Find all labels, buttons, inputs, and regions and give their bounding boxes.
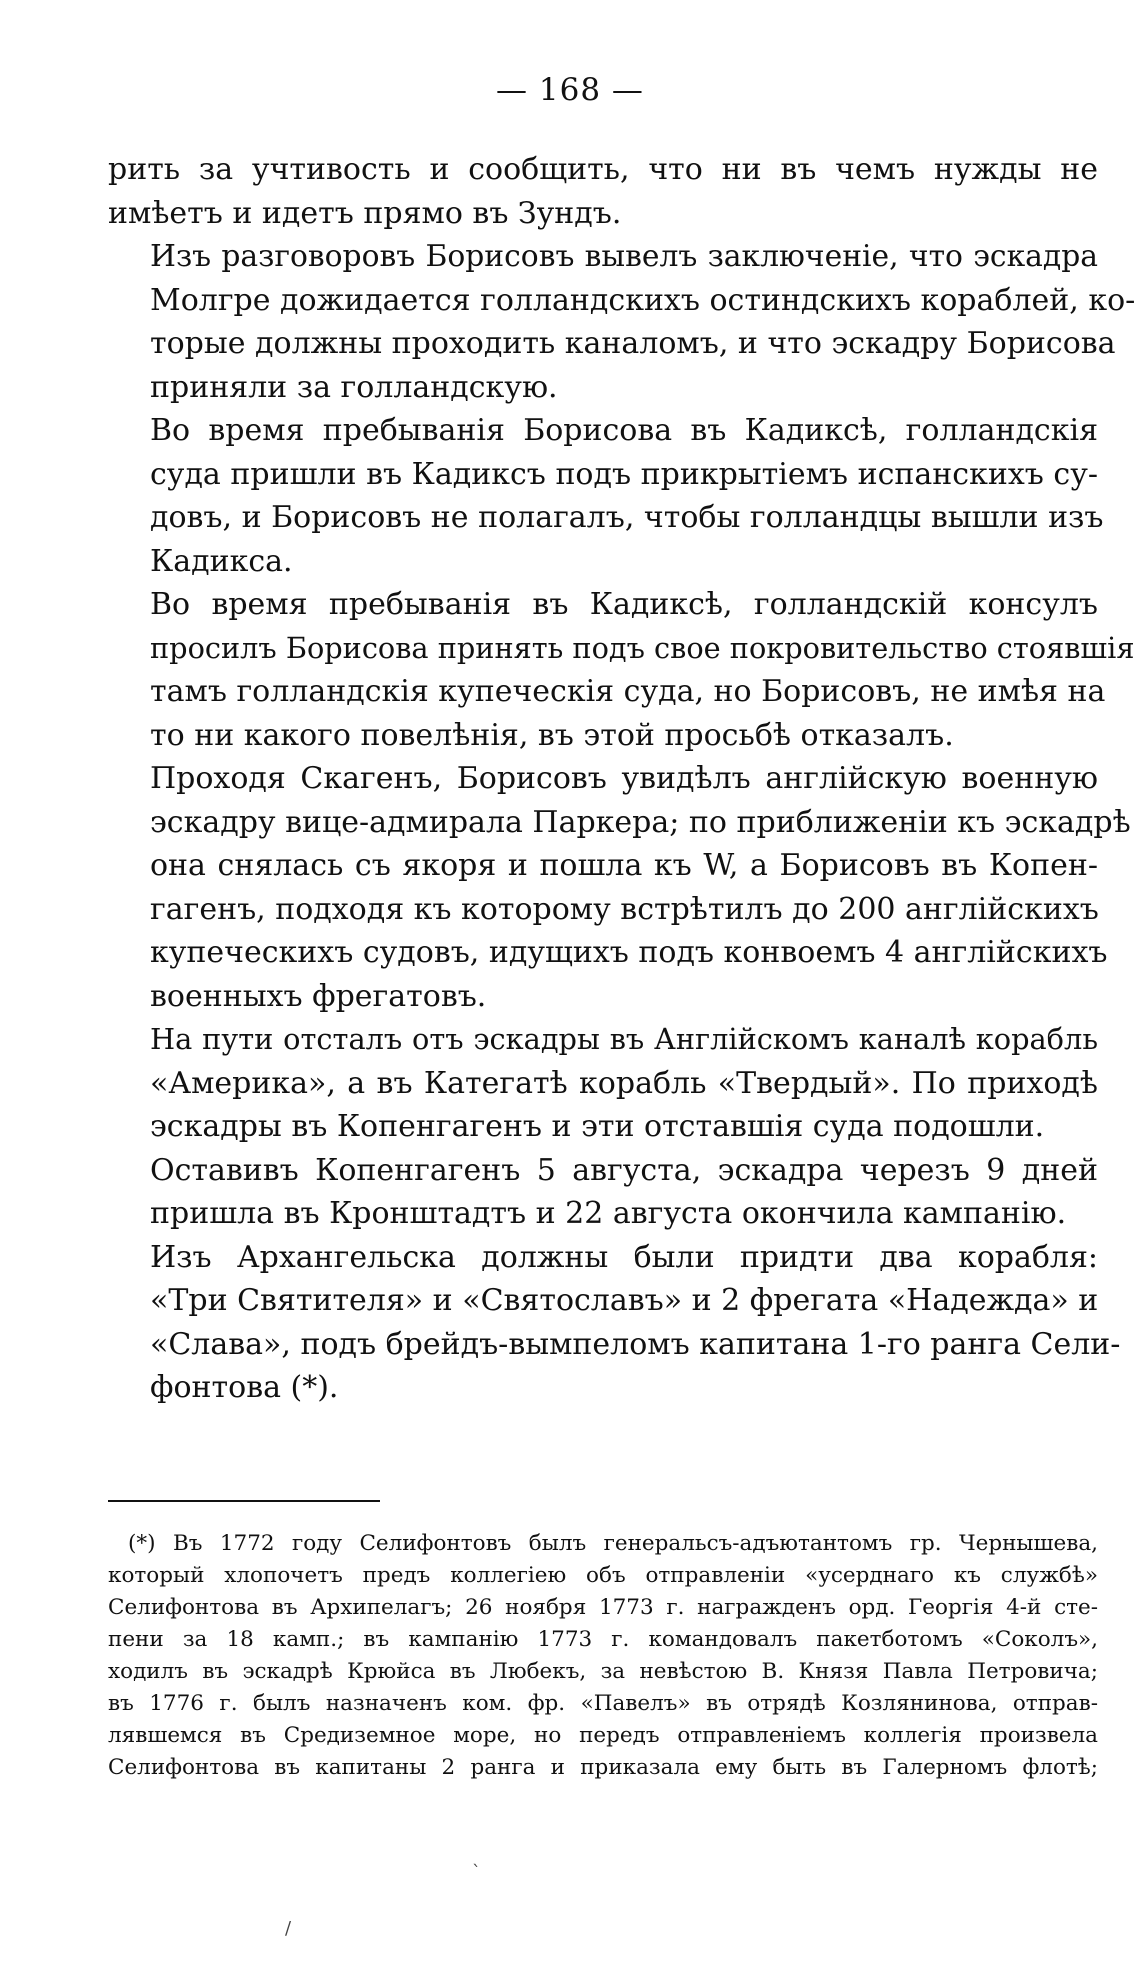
text-line: «Слава», подъ брейдъ-вымпеломъ капитана 1-го ранга Сели- bbox=[150, 1326, 1121, 1362]
scan-speck: ` bbox=[472, 1862, 481, 1883]
paragraph-4 bbox=[108, 583, 1135, 757]
text-line: Кадикса. bbox=[150, 543, 293, 579]
paragraph-7 bbox=[108, 1149, 1098, 1236]
scan-speck: / bbox=[285, 1918, 292, 1939]
text-line: Во время пребыванія Борисова въ Кадиксѣ, голландскія bbox=[150, 413, 1098, 448]
text-line: эскадры въ Копенгагенъ и эти отставшія суда подошли. bbox=[150, 1109, 1045, 1144]
text-line: гагенъ, подходя къ которому встрѣтилъ до 200 англійскихъ bbox=[150, 891, 1099, 927]
text-line: она снялась съ якоря и пошла къ W, а Борисовъ въ Копен- bbox=[150, 848, 1098, 883]
footnote-divider bbox=[108, 1500, 380, 1502]
text-line: фонтова (*). bbox=[150, 1370, 339, 1405]
text-line: Во время пребыванія въ Кадиксѣ, голландскій консулъ bbox=[150, 587, 1098, 622]
footnote-line: лявшемся въ Средиземное море, но передъ отправленіемъ коллегія произвела bbox=[108, 1723, 1098, 1748]
text-line: На пути отсталъ отъ эскадры въ Англійскомъ каналѣ корабль bbox=[150, 1022, 1098, 1056]
footnote-line: ходилъ въ эскадрѣ Крюйса въ Любекъ, за невѣстою В. Князя Павла Петровича; bbox=[108, 1659, 1098, 1684]
footnote-line: (*) Въ 1772 году Селифонтовъ былъ генеральсъ-адъютантомъ гр. Чернышева, bbox=[128, 1531, 1098, 1556]
main-text bbox=[108, 148, 1136, 1410]
text-line: приняли за голландскую. bbox=[150, 369, 558, 405]
footnote-line: въ 1776 г. былъ назначенъ ком. фр. «Павелъ» въ отрядѣ Козлянинова, отправ- bbox=[108, 1691, 1098, 1716]
footnote bbox=[108, 1528, 1098, 1784]
text-line: «Три Святителя» и «Святославъ» и 2 фрегата «Надежда» и bbox=[150, 1283, 1099, 1318]
text-line: то ни какого повелѣнія, въ этой просьбѣ отказалъ. bbox=[150, 717, 954, 753]
footnote-line: пени за 18 камп.; въ кампанію 1773 г. командовалъ пакетботомъ «Соколъ», bbox=[108, 1627, 1098, 1652]
text-line: военныхъ фрегатовъ. bbox=[150, 978, 487, 1014]
text-line: торые должны проходить каналомъ, и что эскадру Борисова bbox=[150, 326, 1116, 361]
text-line: Оставивъ Копенгагенъ 5 августа, эскадра черезъ 9 дней bbox=[150, 1152, 1098, 1188]
text-line: просилъ Борисова принять подъ свое покровительство стоявшія bbox=[150, 630, 1135, 665]
paragraph-6 bbox=[108, 1018, 1098, 1149]
text-line: имѣетъ и идетъ прямо въ Зундъ. bbox=[108, 195, 622, 231]
text-line: Молгре дожидается голландскихъ остиндскихъ кораблей, ко- bbox=[150, 282, 1136, 318]
page-number: — 168 — bbox=[496, 72, 644, 108]
text-line: Проходя Скагенъ, Борисовъ увидѣлъ англійскую военную bbox=[150, 761, 1098, 796]
footnote-line: Селифонтова въ капитаны 2 ранга и приказала ему быть въ Галерномъ флотѣ; bbox=[108, 1755, 1098, 1780]
footnote-line: Селифонтова въ Архипелагъ; 26 ноября 1773 г. награжденъ орд. Георгія 4-й сте- bbox=[108, 1595, 1098, 1620]
text-line: суда пришли въ Кадиксъ подъ прикрытіемъ испанскихъ су- bbox=[150, 456, 1098, 492]
paragraph-2 bbox=[108, 235, 1136, 409]
text-line: довъ, и Борисовъ не полагалъ, чтобы голландцы вышли изъ bbox=[150, 500, 1104, 535]
text-line: пришла въ Кронштадтъ и 22 августа окончила кампанію. bbox=[150, 1196, 1067, 1231]
paragraph-3 bbox=[108, 409, 1104, 583]
text-line: рить за учтивость и сообщить, что ни въ чемъ нужды не bbox=[108, 152, 1098, 187]
paragraph-5 bbox=[108, 757, 1131, 1018]
text-line: Изъ Архангельска должны были придти два корабля: bbox=[150, 1239, 1098, 1275]
text-line: эскадру вице-адмирала Паркера; по приближеніи къ эскадрѣ bbox=[150, 804, 1131, 840]
text-line: «Америка», а въ Категатѣ корабль «Твердый». По приходѣ bbox=[150, 1065, 1098, 1101]
paragraph-1 bbox=[108, 148, 1098, 235]
text-line: тамъ голландскія купеческія суда, но Борисовъ, не имѣя на bbox=[150, 674, 1106, 709]
footnote-line: который хлопочетъ предъ коллегіею объ отправленіи «усерднаго къ службѣ» bbox=[108, 1563, 1098, 1588]
text-line: Изъ разговоровъ Борисовъ вывелъ заключеніе, что эскадра bbox=[150, 239, 1098, 274]
text-line: купеческихъ судовъ, идущихъ подъ конвоемъ 4 англійскихъ bbox=[150, 935, 1108, 970]
paragraph-8 bbox=[108, 1236, 1121, 1410]
